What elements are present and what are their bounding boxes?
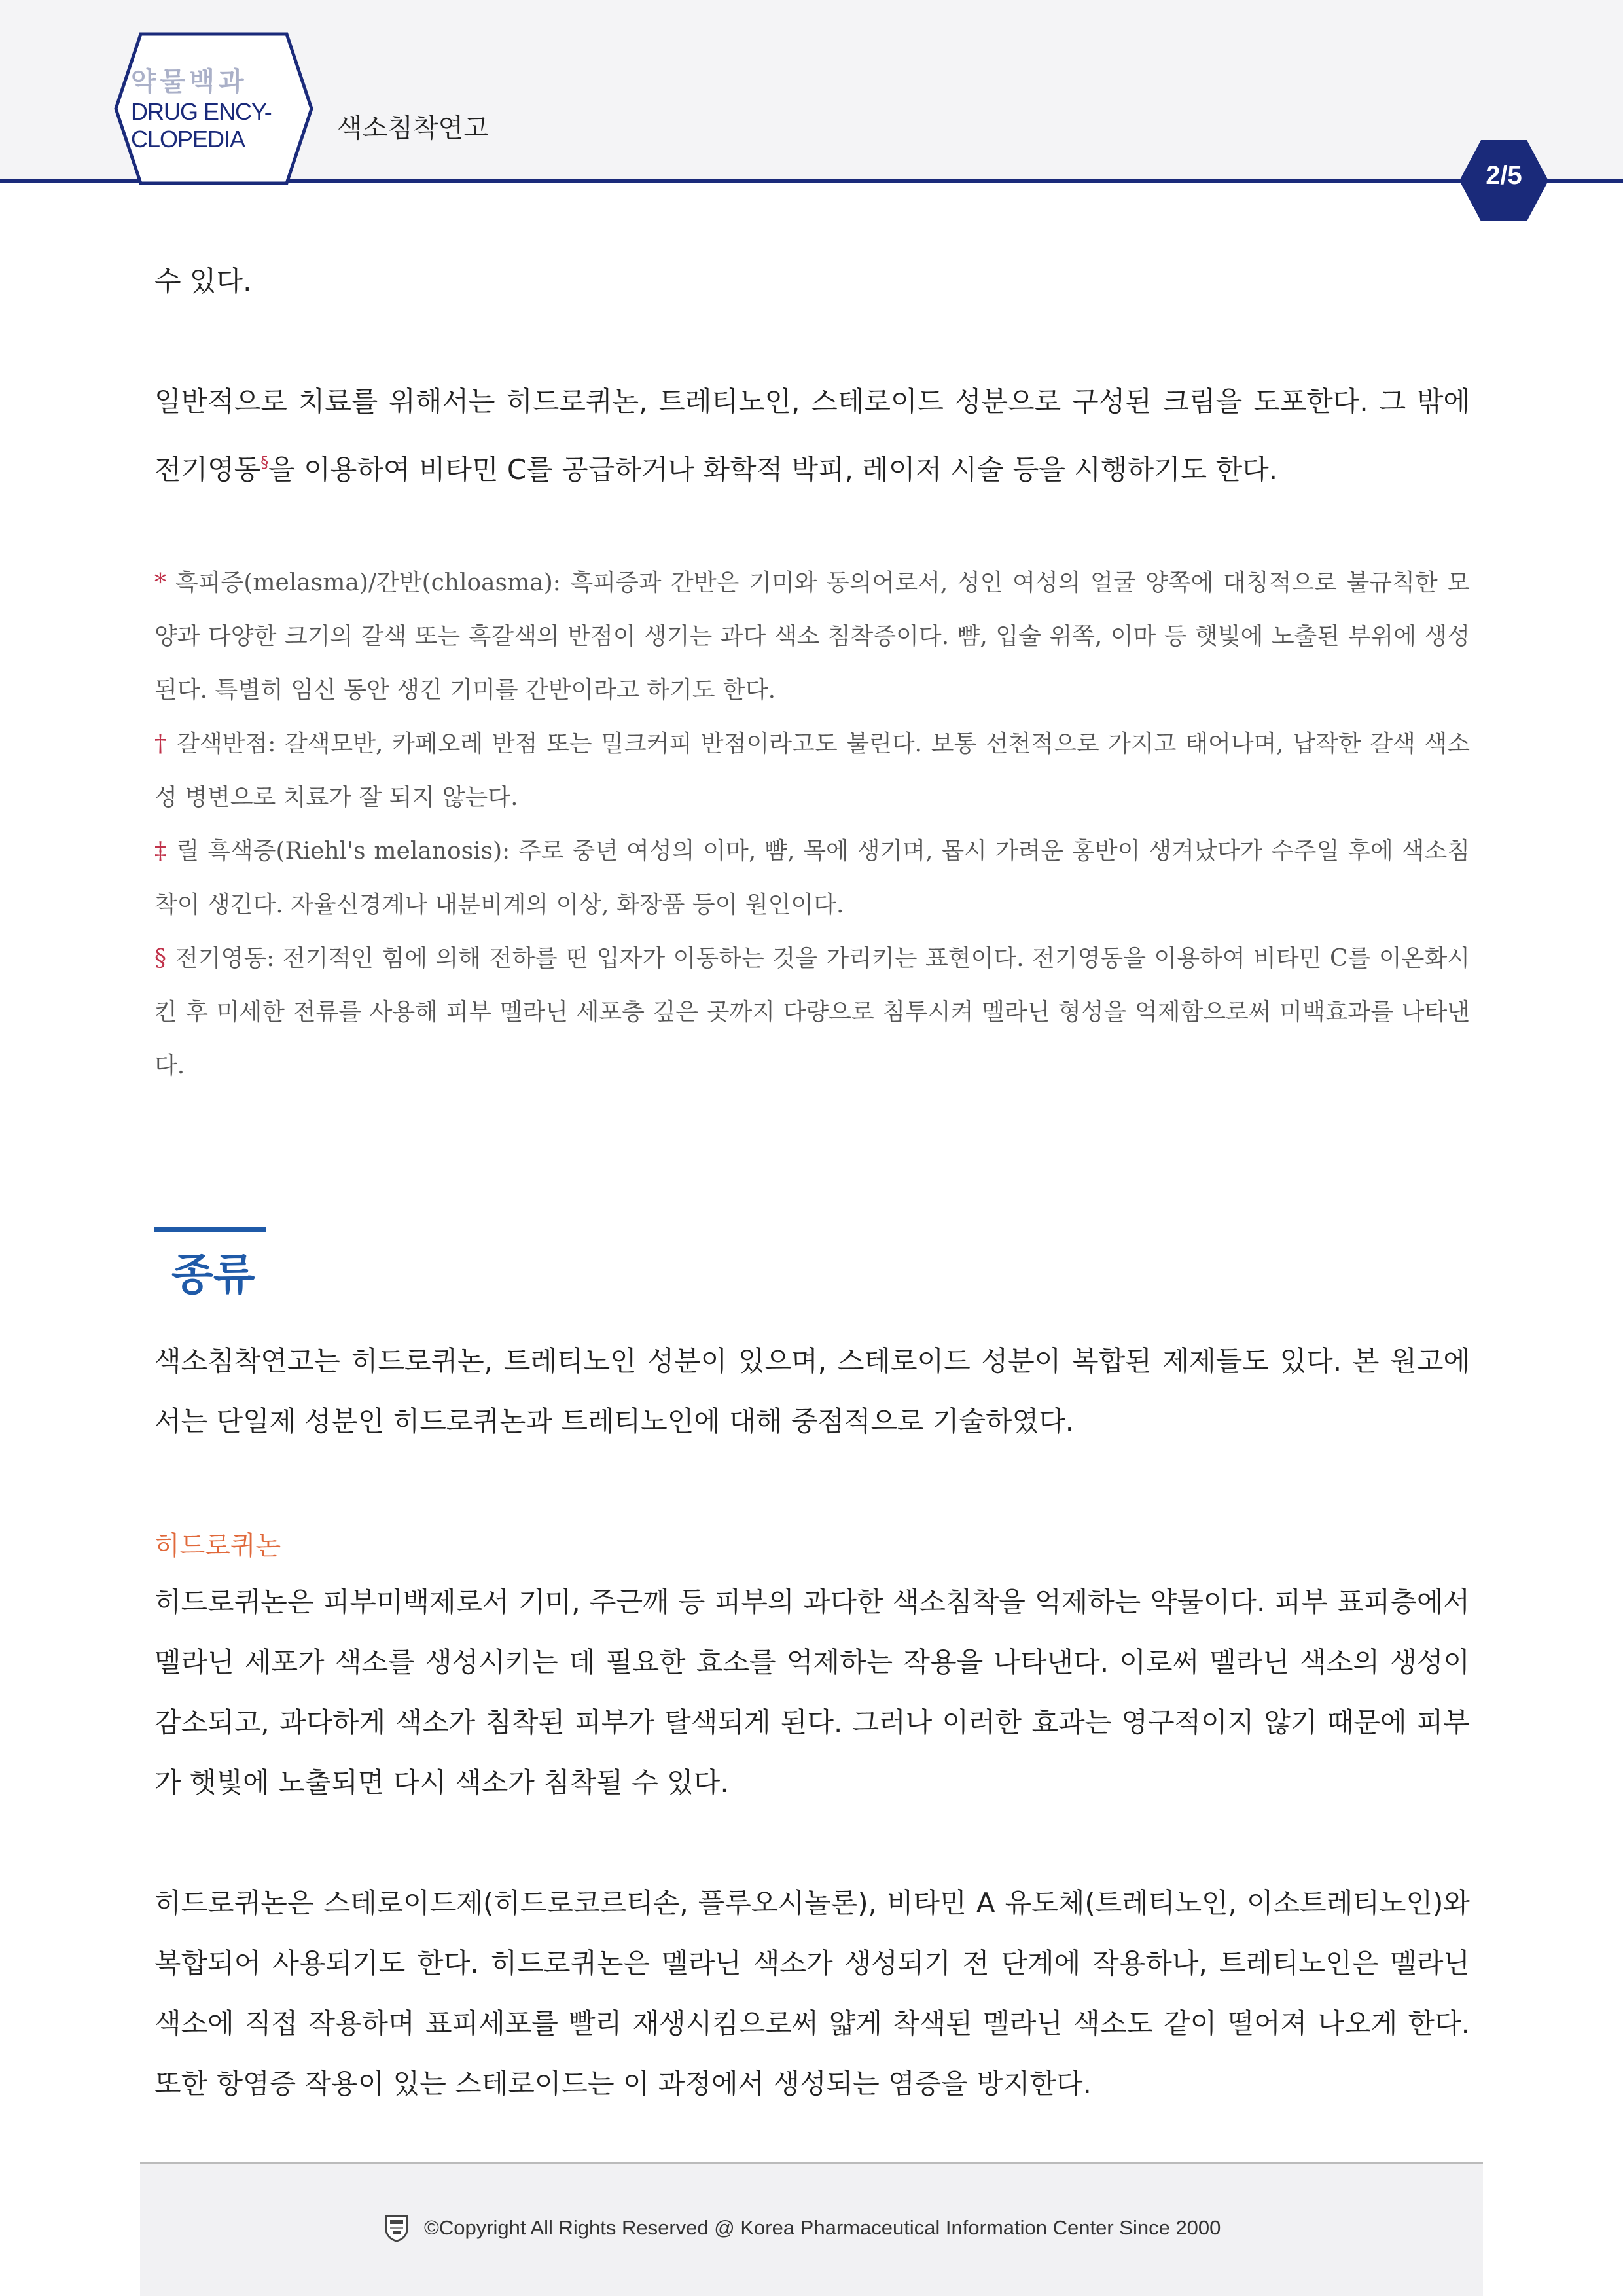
logo-english-line1: DRUG ENCY- [131,98,272,125]
emblem-icon [383,2214,410,2242]
subsection-title: 히드로퀴논 [154,1531,281,1561]
logo-english-line2: CLOPEDIA [131,126,245,152]
treatment-paragraph [154,372,1470,500]
footnote-mark: ‡ [154,838,168,865]
footnote [154,825,1470,932]
document-title: 색소침착연고 [337,113,489,143]
paragraph [154,372,1470,500]
footnote-mark: § [154,945,166,972]
footnotes [154,556,1470,1093]
logo [131,65,281,153]
section-title: 종류 [171,1249,255,1300]
section-accent-bar [154,1227,266,1232]
footnote [154,717,1470,825]
hydroquinone-paragraph-1 [154,1572,1470,1813]
footnote-mark: * [154,569,166,596]
copyright-text: ©Copyright All Rights Reserved @ Korea Pharmaceutical Information Center Since 2000 [424,2216,1221,2239]
logo-korean: 약물백과 [131,67,248,96]
footnote [154,932,1470,1093]
footnote-text: 전기영동: 전기적인 힘에 의해 전하를 띤 입자가 이동하는 것을 가리키는 표현이다. 전기영동을 이용하여 비타민 C를 이온화시킨 후 미세한 전류를 사용해 피부 멜라닌 세포층 깊은 곳까지 다량으로 침투시켜 멜라닌 형성을 억제함으로써 미백효과를 나타낸다. [154,945,1470,1079]
footnote-ref: § [260,453,269,471]
paragraph: 수 있다. [154,265,252,297]
footnote-mark: † [154,730,168,757]
paragraph: 색소침착연고는 히드로퀴논, 트레티노인 성분이 있으며, 스테로이드 성분이 복합된 제제들도 있다. 본 원고에서는 단일제 성분인 히드로퀴논과 트레티노인에 대해 중점적으로 기술하였다. [154,1345,1470,1437]
paragraph-text: 일반적으로 치료를 위해서는 히드로퀴논, 트레티노인, 스테로이드 성분으로 구성된 크림을 도포한다. 그 밖에 전기영동 [154,386,1470,486]
paragraph: 히드로퀴논은 피부미백제로서 기미, 주근깨 등 피부의 과다한 색소침착을 억제하는 약물이다. 피부 표피층에서 멜라닌 세포가 색소를 생성시키는 데 필요한 효소를 억제하는 작용을 나타낸다. 이로써 멜라닌 색소의 생성이 감소되고, 과다하게 색소가 침착된 피부가 탈색되게 된다. 그러나 이러한 효과는 영구적이지 않기 때문에 피부가 햇빛에 노출되면 다시 색소가 침착될 수 있다. [154,1586,1470,1799]
footnote-text: 갈색반점: 갈색모반, 카페오레 반점 또는 밀크커피 반점이라고도 불린다. 보통 선천적으로 가지고 태어나며, 납작한 갈색 색소성 병변으로 치료가 잘 되지 않는다. [154,730,1471,811]
footnote-text: 흑피증(melasma)/간반(chloasma): 흑피증과 간반은 기미와 동의어로서, 성인 여성의 얼굴 양쪽에 대칭적으로 불규칙한 모양과 다양한 크기의 갈색 또는 흑갈색의 반점이 생기는 과다 색소 침착증이다. 뺨, 입술 위쪽, 이마 등 햇빛에 노출된 부위에 생성된다. 특별히 임신 동안 생긴 기미를 간반이라고 하기도 한다. [154,569,1470,704]
paragraph-text-tail: 을 이용하여 비타민 C를 공급하거나 화학적 박피, 레이저 시술 등을 시행하기도 한다. [268,454,1278,486]
section-intro [154,1331,1470,1452]
footnote [154,556,1470,717]
paragraph: 히드로퀴논은 스테로이드제(히드로코르티손, 플루오시놀론), 비타민 A 유도체(트레티노인, 이소트레티노인)와 복합되어 사용되기도 한다. 히드로퀴논은 멜라닌 색소가 생성되기 전 단계에 작용하나, 트레티노인은 멜라닌 색소에 직접 작용하며 표피세포를 빨리 재생시킴으로써 얇게 착색된 멜라닌 색소도 같이 떨어져 나오게 한다. 또한 항염증 작용이 있는 스테로이드는 이 과정에서 생성되는 염증을 방지한다. [154,1887,1470,2100]
page-number: 2/5 [1486,161,1522,190]
continuation-text [154,251,1470,312]
footnote-text: 릴 흑색증(Riehl's melanosis): 주로 중년 여성의 이마, 뺨, 목에 생기며, 몹시 가려운 홍반이 생겨났다가 수주일 후에 색소침착이 생긴다. 자율신경계나 내분비계의 이상, 화장품 등이 원인이다. [154,838,1471,918]
hydroquinone-paragraph-2 [154,1873,1470,2114]
